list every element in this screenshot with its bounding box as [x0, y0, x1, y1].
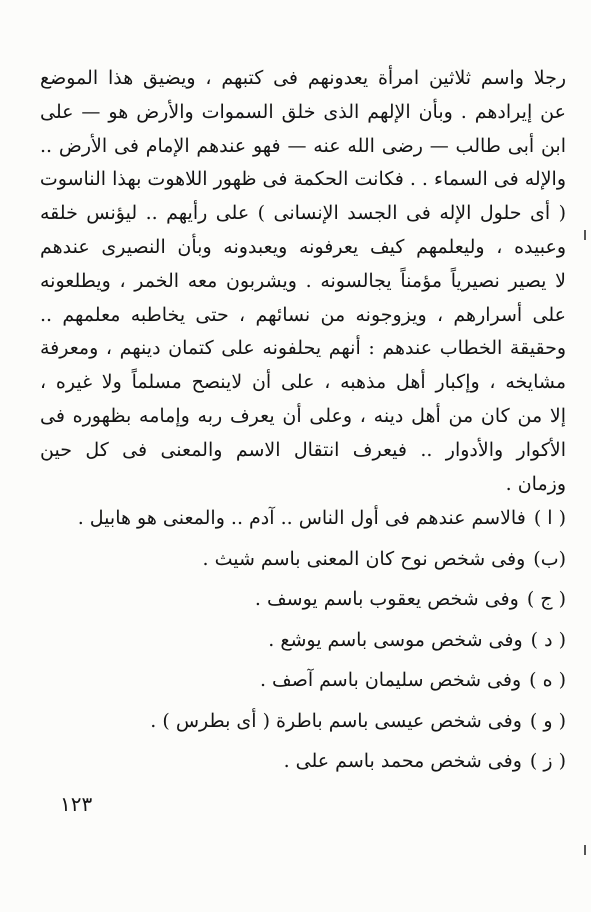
paragraph-line: الأكوار والأدوار .. فيعرف انتقال الاسم والمعنى فى كل حين	[40, 438, 566, 461]
paragraph-line: وزمان .	[505, 472, 566, 495]
paragraph-line: والإله فى السماء . . فكانت الحكمة فى ظهور اللاهوت بهذا الناسوت	[39, 168, 566, 191]
list-item	[40, 498, 566, 539]
list-item-text: وفى شخص عيسى باسم باطرة ( أى بطرس ) .	[150, 709, 522, 732]
paragraph-line: مشايخه ، وإكبار أهل مذهبه ، على أن لاينصح مسلماً ولا غيره ،	[40, 371, 566, 394]
paragraph-line: لا يصير نصيرياً مؤمناً يجالسونه . ويشربون معه الخمر ، ويطلعونه	[40, 269, 566, 292]
list-marker: ( و )	[529, 709, 566, 732]
list-item	[40, 620, 566, 661]
list-item	[40, 660, 566, 701]
list-item	[40, 579, 566, 620]
enumerated-list	[40, 498, 566, 782]
list-item-text: فالاسم عندهم فى أول الناس .. آدم .. والمعنى هو هابيل .	[77, 507, 526, 529]
list-marker: ( ز )	[529, 750, 566, 772]
list-marker: (ب)	[533, 547, 566, 570]
margin-scan-mark	[584, 230, 586, 240]
list-marker: ( ه )	[529, 669, 566, 691]
paragraph-line: ابن أبى طالب — رضى الله عنه — فهو عندهم الإمام فى الأرض ..	[40, 134, 566, 157]
list-item-text: وفى شخص موسى باسم يوشع .	[268, 628, 523, 651]
paragraph-line: عن إيرادهم . وبأن الإلهم الذى خلق السموات والأرض هو — على	[40, 100, 566, 123]
margin-scan-mark	[584, 845, 586, 855]
list-item-text: وفى شخص سليمان باسم آصف .	[259, 669, 522, 691]
list-item-text: وفى شخص نوح كان المعنى باسم شيث .	[202, 547, 526, 570]
list-item	[40, 741, 566, 782]
list-marker: ( د )	[530, 628, 566, 651]
list-marker: ( ا )	[533, 507, 566, 529]
list-item-text: وفى شخص يعقوب باسم يوسف .	[254, 588, 519, 610]
body-paragraph	[40, 62, 566, 501]
list-item-text: وفى شخص محمد باسم على .	[283, 750, 522, 772]
list-marker: ( ج )	[526, 588, 566, 610]
paragraph-line: على أسرارهم ، ويزوجونه من نسائهم ، حتى يخاطبه معلمهم ..	[40, 303, 566, 326]
paragraph-line: وعبيده ، وليعلمهم كيف يعرفونه ويعبدونه وبأن النصيرى عندهم	[40, 235, 566, 258]
list-item	[40, 701, 566, 742]
list-item	[40, 539, 566, 580]
paragraph-line: إلا من كان من أهل دينه ، وعلى أن يعرف ربه وإمامه بظهوره فى	[40, 404, 566, 427]
page-number: ١٢٣	[60, 792, 93, 816]
paragraph-line: ( أى حلول الإله فى الجسد الإنسانى ) على رأيهم .. ليؤنس خلقه	[40, 202, 566, 225]
paragraph-line: وحقيقة الخطاب عندهم : أنهم يحلفونه على كتمان دينهم ، ومعرفة	[40, 337, 566, 360]
paragraph-line: رجلا واسم ثلاثين امرأة يعدونهم فى كتبهم ، ويضيق هذا الموضع	[40, 67, 566, 89]
